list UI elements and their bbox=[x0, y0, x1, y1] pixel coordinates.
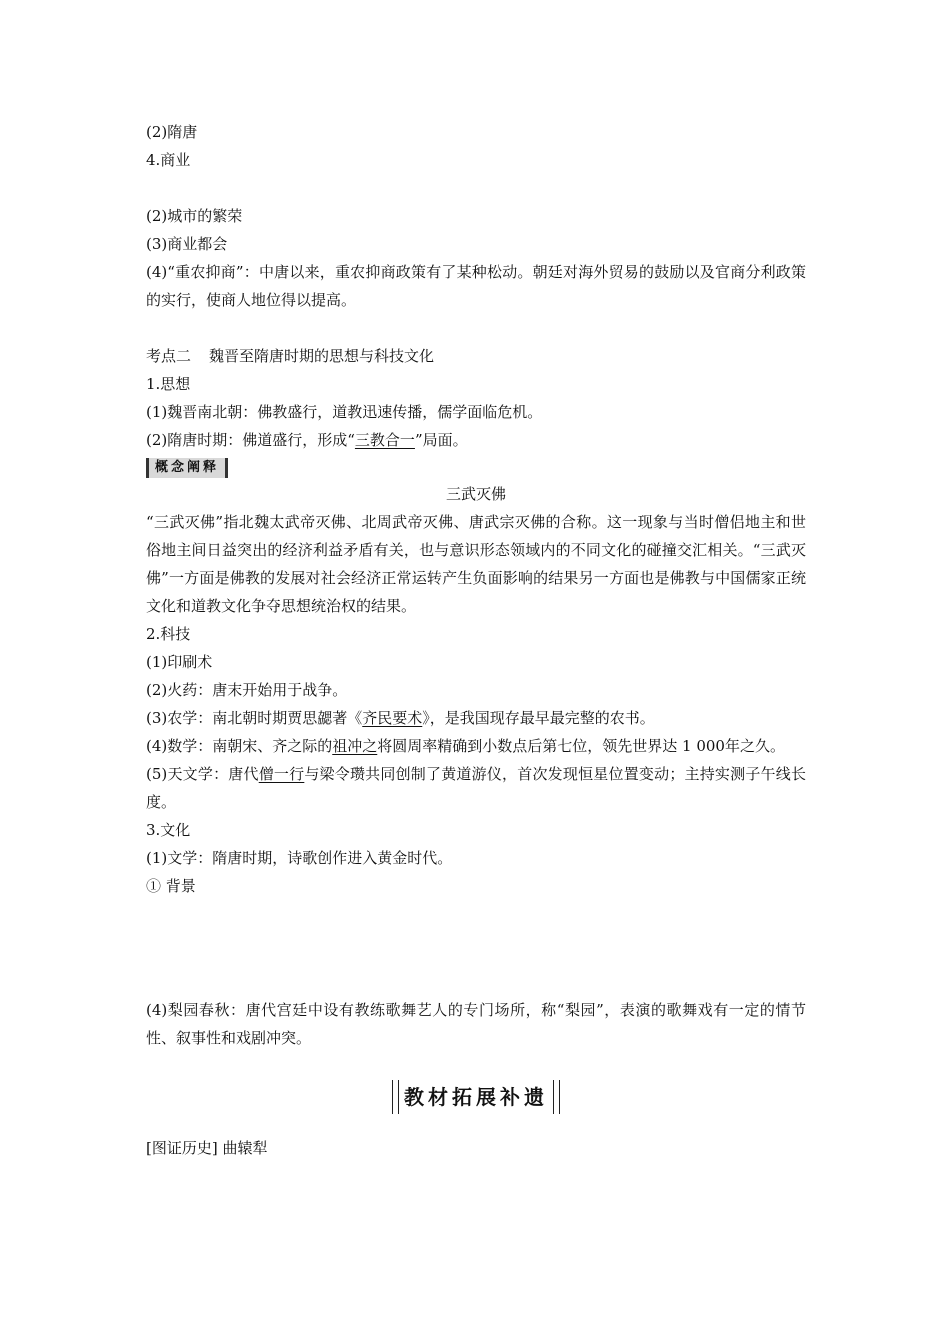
culture-background: ① 背景 bbox=[146, 877, 196, 895]
section-banner: 教材拓展补遗 bbox=[392, 1080, 560, 1114]
thought-heading: 1.思想 bbox=[146, 375, 191, 393]
science-gunpowder: (2)火药：唐末开始用于战争。 bbox=[146, 681, 348, 699]
culture-heading: 3.文化 bbox=[146, 821, 191, 839]
astro-underlined: 僧一行 bbox=[258, 765, 305, 783]
commerce-policy: (4)“重农抑商”：中唐以来，重农抑商政策有了某种松动。朝廷对海外贸易的鼓励以及官商分利政策的实行，使商人地位得以提高。 bbox=[146, 263, 806, 309]
agri-pre: (3)农学：南北朝时期贾思勰著《 bbox=[146, 709, 363, 727]
science-printing: (1)印刷术 bbox=[146, 653, 213, 671]
math-underlined: 祖冲之 bbox=[332, 737, 378, 755]
topic-title: 魏晋至隋唐时期的思想与科技文化 bbox=[209, 347, 435, 365]
culture-liyuan: (4)梨园春秋：唐代宫廷中设有教练歌舞艺人的专门场所，称“梨园”，表演的歌舞戏有一定的情节性、叙事性和戏剧冲突。 bbox=[146, 1001, 806, 1047]
astro-post: 与梁令瓒共同创制了黄道游仪，首次发现恒星位置变动；主持实测子午线长度。 bbox=[146, 765, 806, 811]
topic-heading bbox=[146, 342, 806, 370]
science-heading: 2.科技 bbox=[146, 625, 191, 643]
commerce-city: (2)城市的繁荣 bbox=[146, 207, 243, 225]
heading-commerce: 4.商业 bbox=[146, 151, 191, 169]
topic-label: 考点二 bbox=[146, 347, 192, 365]
science-agriculture bbox=[146, 704, 806, 732]
concept-title: 三武灭佛 bbox=[445, 485, 506, 503]
concept-body: “三武灭佛”指北魏太武帝灭佛、北周武帝灭佛、唐武宗灭佛的合称。这一现象与当时僧侣地主和世俗地主间日益突出的经济利益矛盾有关，也与意识形态领域内的不同文化的碰撞交汇相关。“三武灭佛”一方面是佛教的发展对社会经济正常运转产生负面影响的结果另一方面也是佛教与中国儒家正统文化和道教文化争夺思想统治权的结果。 bbox=[146, 513, 806, 615]
commerce-metropolis: (3)商业都会 bbox=[146, 235, 228, 253]
footer-illustration-caption: [图证历史] 曲辕犁 bbox=[146, 1139, 268, 1157]
science-astronomy bbox=[146, 760, 806, 816]
concept-banner: 概念阐释 bbox=[146, 458, 228, 478]
heading-sui-tang: (2)隋唐 bbox=[146, 123, 198, 141]
astro-pre: (5)天文学：唐代 bbox=[146, 765, 259, 783]
agri-underlined: 齐民要术 bbox=[362, 709, 423, 727]
math-post: 将圆周率精确到小数点后第七位，领先世界达 1 000年之久。 bbox=[377, 737, 785, 755]
culture-literature: (1)文学：隋唐时期，诗歌创作进入黄金时代。 bbox=[146, 849, 453, 867]
agri-post: 》，是我国现存最早最完整的农书。 bbox=[422, 709, 655, 727]
thought-item-2-post: ”局面。 bbox=[414, 431, 468, 449]
document-page bbox=[146, 118, 806, 1162]
math-pre: (4)数学：南朝宋、齐之际的 bbox=[146, 737, 333, 755]
thought-item-2-pre: (2)隋唐时期：佛道盛行，形成“ bbox=[146, 431, 355, 449]
thought-item-1: (1)魏晋南北朝：佛教盛行，道教迅速传播，儒学面临危机。 bbox=[146, 403, 543, 421]
thought-item-2 bbox=[146, 426, 806, 454]
science-math bbox=[146, 732, 806, 760]
section-banner-wrap bbox=[146, 1080, 806, 1114]
thought-item-2-underlined: 三教合一 bbox=[354, 431, 415, 449]
